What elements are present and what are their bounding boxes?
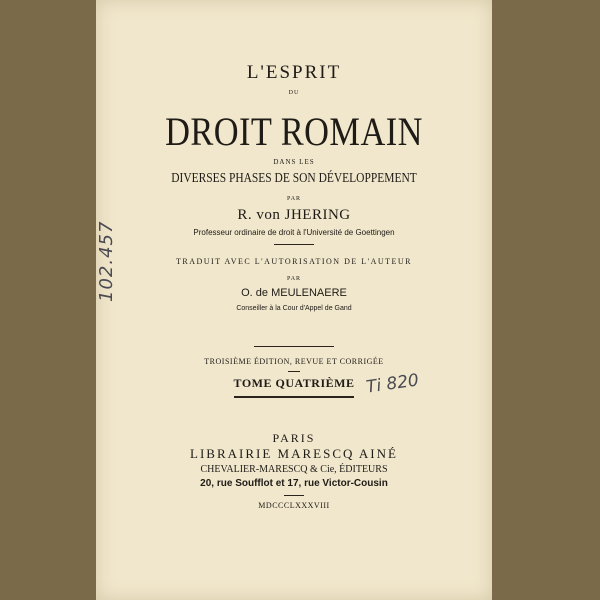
title-page [96, 0, 492, 600]
handwritten-shelf-number: 102.457 [96, 220, 117, 302]
volume-rule [234, 396, 354, 398]
par-1: PAR [286, 196, 302, 202]
divider-rule-3 [284, 495, 304, 496]
par-2: PAR [286, 276, 302, 282]
handwritten-margin-note: Ti 820 [364, 370, 421, 398]
title-du: DU [288, 90, 300, 96]
translator-role: Conseiller à la Cour d'Appel de Gand [236, 305, 352, 312]
city: PARIS [272, 431, 316, 445]
dans-les: DANS LES [273, 158, 315, 166]
main-title: DROIT ROMAIN [165, 109, 423, 154]
translator: O. de MEULENAERE [241, 287, 347, 299]
author-role: Professeur ordinaire de droit à l'Université de Goettingen [193, 228, 395, 237]
edition: TROISIÈME ÉDITION, REVUE ET CORRIGÉE [204, 357, 384, 366]
address: 20, rue Soufflot et 17, rue Victor-Cousin [200, 478, 388, 489]
publisher-editors: CHEVALIER-MARESCQ & Cie, ÉDITEURS [200, 464, 388, 475]
author: R. von JHERING [237, 207, 351, 223]
publisher: LIBRAIRIE MARESCQ AINÉ [190, 446, 398, 461]
divider-rule-1 [274, 244, 314, 245]
subtitle: DIVERSES PHASES DE SON DÉVELOPPEMENT [171, 171, 417, 186]
translation-note: TRADUIT AVEC L'AUTORISATION DE L'AUTEUR [175, 257, 413, 266]
divider-rule-2 [254, 346, 334, 347]
volume: TOME QUATRIÈME [233, 376, 355, 390]
year: MDCCCLXXXVIII [258, 501, 330, 510]
title-line-1: L'ESPRIT [246, 62, 342, 83]
short-rule [288, 371, 300, 372]
